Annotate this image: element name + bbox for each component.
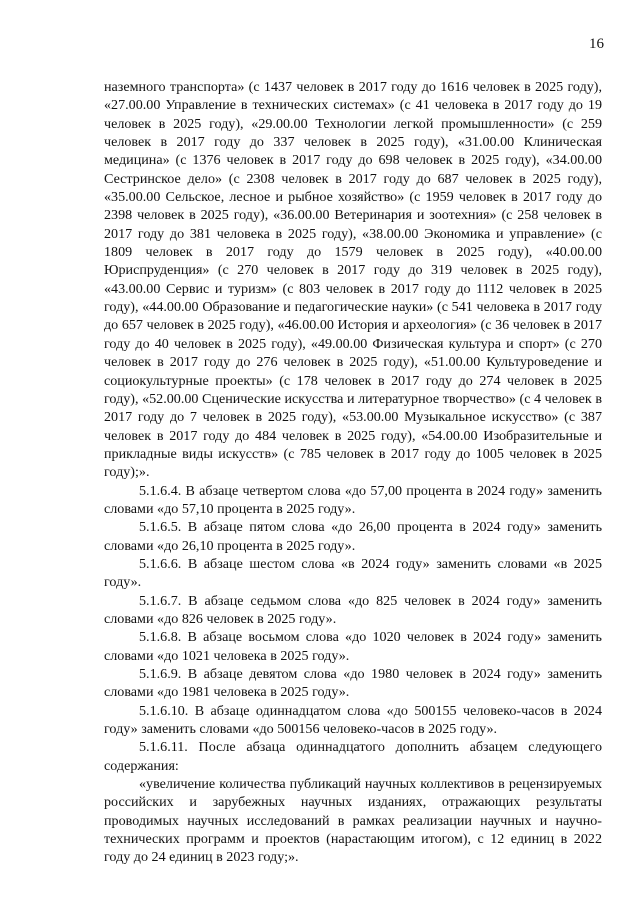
paragraph: 5.1.6.7. В абзаце седьмом слова «до 825 человек в 2024 году» заменить словами «до 826 человек в 2025 году». xyxy=(104,592,602,627)
paragraph: 5.1.6.11. После абзаца одиннадцатого дополнить абзацем следующего содержания: xyxy=(104,739,602,774)
paragraph: 5.1.6.9. В абзаце девятом слова «до 1980 человек в 2024 году» заменить словами «до 1981 человека в 2025 году». xyxy=(104,666,602,701)
paragraph: 5.1.6.4. В абзаце четвертом слова «до 57,00 процента в 2024 году» заменить словами «до 57,10 процента в 2025 году». xyxy=(104,482,602,517)
page-number: 16 xyxy=(589,36,604,52)
paragraph: «увеличение количества публикаций научных коллективов в рецензируемых российских и зарубежных научных изданиях, отражающих результаты проводимых научных исследований в рамках реализации научных и научно-технических программ и проектов (нарастающим итогом), с 12 единиц в 2022 году до 24 единиц в 2023 году;». xyxy=(104,776,602,866)
paragraph: 5.1.6.6. В абзаце шестом слова «в 2024 году» заменить словами «в 2025 году». xyxy=(104,555,602,591)
paragraph: наземного транспорта» (с 1437 человек в 2017 году до 1616 человек в 2025 году), «27.00.00 Управление в технических системах» (с 41 человека в 2017 году до 19 человек в 2025 году), «29.00.00 Технологии легкой промышленности» (с 259 человек в 2017 году до 337 человек в 2025 году), «31.00.00 Клиническая медицина» (с 1376 человек в 2017 году до 698 человек в 2025 году), «34.00.00 Сестринское дело» (с 2308 человек в 2017 году до 687 человек в 2025 году), «35.00.00 Сельское, лесное и рыбное хозяйство» (с 1959 человек в 2017 году до 2398 человек в 2025 году), «36.00.00 Ветеринария и зоотехния» (с 258 человек в 2017 году до 381 человека в 2025 году), «38.00.00 Экономика и управление» (с 1809 человек в 2017 году до 1579 человек в 2025 году), «40.00.00 Юриспруденция» (с 270 человек в 2017 году до 319 человек в 2025 году), «43.00.00 Сервис и туризм» (с 803 человек в 2017 году до 1112 человек в 2025 году), «44.00.00 Образование и педагогические науки» (с 541 человека в 2017 году до 657 человек в 2025 году), «46.00.00 История и археология» (с 36 человек в 2017 году до 40 человек в 2025 году), «49.00.00 Физическая культура и спорт» (с 270 человек в 2017 году до 276 человек в 2025 году), «51.00.00 Культуроведение и социокультурные проекты» (с 178 человек в 2017 году до 274 человек в 2025 году), «52.00.00 Сценические искусства и литературное творчество» (с 4 человек в 2017 году до 7 человек в 2025 году), «53.00.00 Музыкальное искусство» (с 387 человек в 2017 году до 484 человек в 2025 году), «54.00.00 Изобразительные и прикладные виды искусств» (с 785 человек в 2017 году до 1005 человек в 2025 году);». xyxy=(104,79,602,481)
paragraph: 5.1.6.5. В абзаце пятом слова «до 26,00 процента в 2024 году» заменить словами «до 26,10 процента в 2025 году». xyxy=(104,519,602,554)
paragraph: 5.1.6.10. В абзаце одиннадцатом слова «до 500155 человеко-часов в 2024 году» заменить словами «до 500156 человеко-часов в 2025 году». xyxy=(104,702,602,738)
document-body xyxy=(104,78,602,867)
paragraph: 5.1.6.8. В абзаце восьмом слова «до 1020 человек в 2024 году» заменить словами «до 1021 человека в 2025 году». xyxy=(104,629,602,664)
